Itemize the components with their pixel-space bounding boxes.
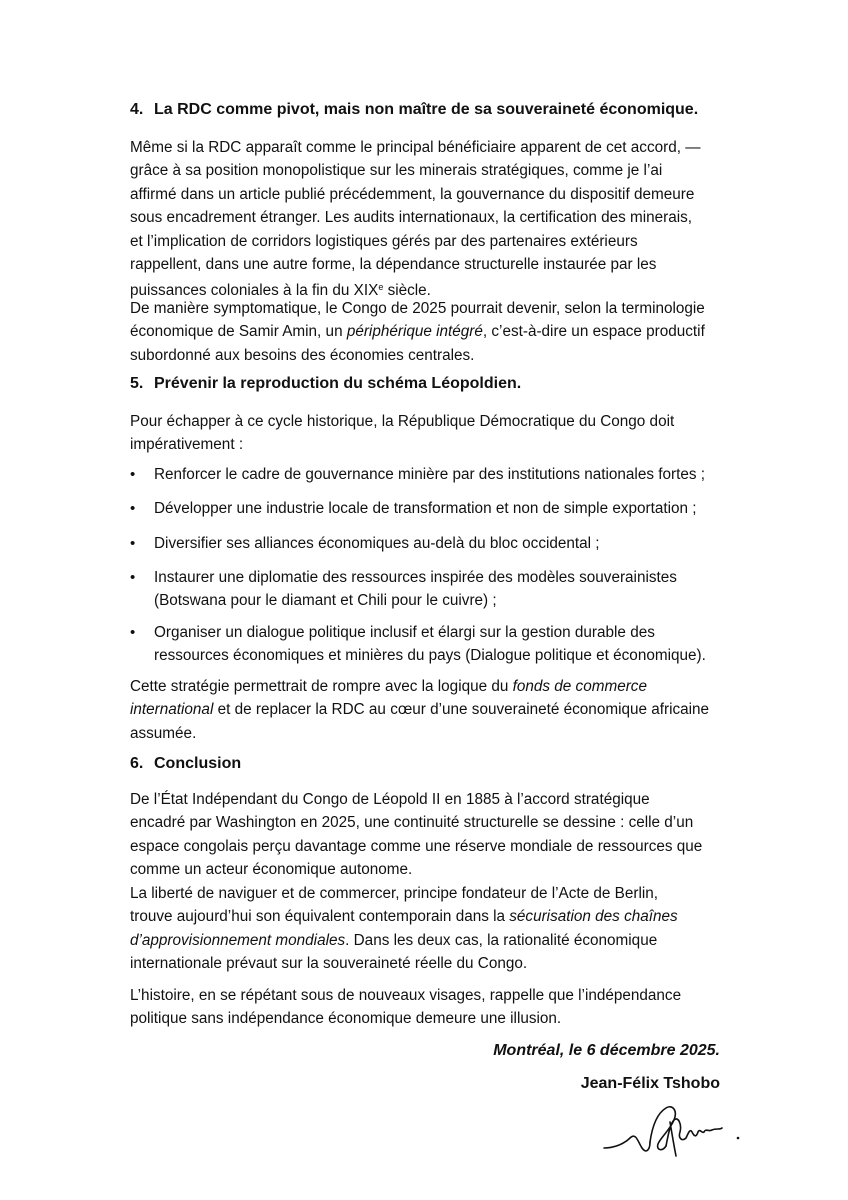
text-line: internationale prévaut sur la souveraineté réelle du Congo. (130, 955, 528, 973)
section-5-closing-paragraph (130, 675, 730, 745)
text-run: puissances coloniales à la fin du XIX (130, 282, 379, 300)
bullet-icon: • (130, 466, 136, 483)
text-line: sous encadrement étranger. Les audits internationaux, la certification des minerais, (130, 209, 693, 227)
text-line (130, 320, 730, 343)
section-4-paragraph-1 (130, 136, 730, 303)
text-run: économique de Samir Amin, un (130, 323, 347, 341)
text-line: encadré par Washington en 2025, une continuité structurelle se dessine : celle d’un (130, 814, 694, 832)
text-run: et de replacer la RDC au cœur d’une souveraineté économique africaine (213, 701, 710, 719)
text-run: , c’est-à-dire un espace productif (482, 323, 705, 341)
handwritten-signature (600, 1098, 750, 1160)
text-line: Renforcer le cadre de gouvernance minière par des institutions nationales fortes ; (154, 466, 705, 483)
section-5-intro (130, 410, 730, 457)
text-line (130, 698, 730, 721)
text-line: Organiser un dialogue politique inclusif et élargi sur la gestion durable des (154, 624, 655, 641)
text-line: espace congolais perçu davantage comme une réserve mondiale de ressources que (130, 837, 703, 855)
list-item-text (154, 532, 740, 555)
section-6-paragraph-2 (130, 882, 730, 976)
text-line: L’histoire, en se répétant sous de nouveaux visages, rappelle que l’indépendance (130, 987, 682, 1004)
text-line: De manière symptomatique, le Congo de 2025 pourrait devenir, selon la terminologie (130, 300, 705, 317)
text-line: Diversifier ses alliances économiques au-delà du bloc occidental ; (154, 535, 600, 552)
list-item-text (154, 463, 740, 486)
section-4-paragraph-2 (130, 297, 730, 367)
text-line: (Botswana pour le diamant et Chili pour le cuivre) ; (154, 592, 497, 610)
bullet-icon: • (130, 535, 136, 552)
section-4-number: 4. (130, 101, 144, 118)
text-line (130, 929, 730, 952)
text-line: subordonné aux besoins des économies centrales. (130, 346, 475, 364)
text-line: De l’État Indépendant du Congo de Léopold II en 1885 à l’accord stratégique (130, 791, 650, 808)
text-line: et l’implication de corridors logistiques gérés par des partenaires extérieurs (130, 232, 638, 250)
section-6-paragraph-3 (130, 984, 730, 1031)
text-line: Pour échapper à ce cycle historique, la République Démocratique du Congo doit (130, 413, 675, 430)
text-line (130, 905, 730, 928)
section-5-heading (130, 373, 521, 395)
section-5-number: 5. (130, 375, 144, 392)
place-and-date: Montréal, le 6 décembre 2025. (493, 1042, 720, 1059)
section-6-number: 6. (130, 755, 144, 772)
author-name: Jean-Félix Tshobo (580, 1075, 720, 1092)
section-4-heading (130, 99, 698, 121)
text-run: trouve aujourd’hui son équivalent contemporain dans la (130, 908, 510, 926)
list-item-text (154, 497, 740, 520)
emphasis-term: international (130, 701, 214, 719)
section-4-title: La RDC comme pivot, mais non maître de sa souveraineté économique. (154, 101, 699, 118)
text-line: comme un acteur économique autonome. (130, 861, 413, 879)
section-5-title: Prévenir la reproduction du schéma Léopoldien. (154, 375, 522, 392)
text-line: impérativement : (130, 436, 244, 454)
text-run: . Dans les deux cas, la rationalité économique (345, 931, 658, 949)
bullet-icon: • (130, 500, 136, 517)
bullet-icon: • (130, 569, 136, 586)
text-line: rappellent, dans une autre forme, la dépendance structurelle instaurée par les (130, 256, 657, 274)
section-6-title: Conclusion (154, 755, 242, 772)
section-6-paragraph-1 (130, 788, 730, 882)
emphasis-term: périphérique intégré (346, 323, 483, 341)
list-item-text (154, 566, 740, 613)
text-line: assumée. (130, 724, 197, 742)
text-line: politique sans indépendance économique demeure une illusion. (130, 1010, 562, 1028)
text-run: siècle. (383, 282, 431, 300)
text-line (130, 675, 730, 698)
superscript-e: e (378, 282, 384, 293)
text-line: ressources économiques et minières du pays (Dialogue politique et économique). (154, 647, 706, 665)
emphasis-term: sécurisation des chaînes (509, 908, 678, 926)
bullet-icon: • (130, 624, 136, 641)
section-6-heading (130, 753, 241, 775)
emphasis-term: fonds de commerce (512, 678, 647, 695)
emphasis-term: d’approvisionnement mondiales (130, 931, 346, 949)
text-line: Instaurer une diplomatie des ressources inspirée des modèles souverainistes (154, 569, 677, 586)
text-line: grâce à sa position monopolistique sur les minerais stratégiques, comme je l’ai (130, 162, 663, 180)
text-line: affirmé dans un article publié précédemment, la gouvernance du dispositif demeure (130, 185, 695, 203)
list-item-text (154, 621, 740, 668)
text-run: Cette stratégie permettrait de rompre avec la logique du (130, 678, 513, 695)
text-line: Développer une industrie locale de transformation et non de simple exportation ; (154, 500, 697, 517)
text-line: Même si la RDC apparaît comme le principal bénéficiaire apparent de cet accord, — (130, 139, 701, 156)
text-line: La liberté de naviguer et de commercer, principe fondateur de l’Acte de Berlin, (130, 885, 659, 902)
